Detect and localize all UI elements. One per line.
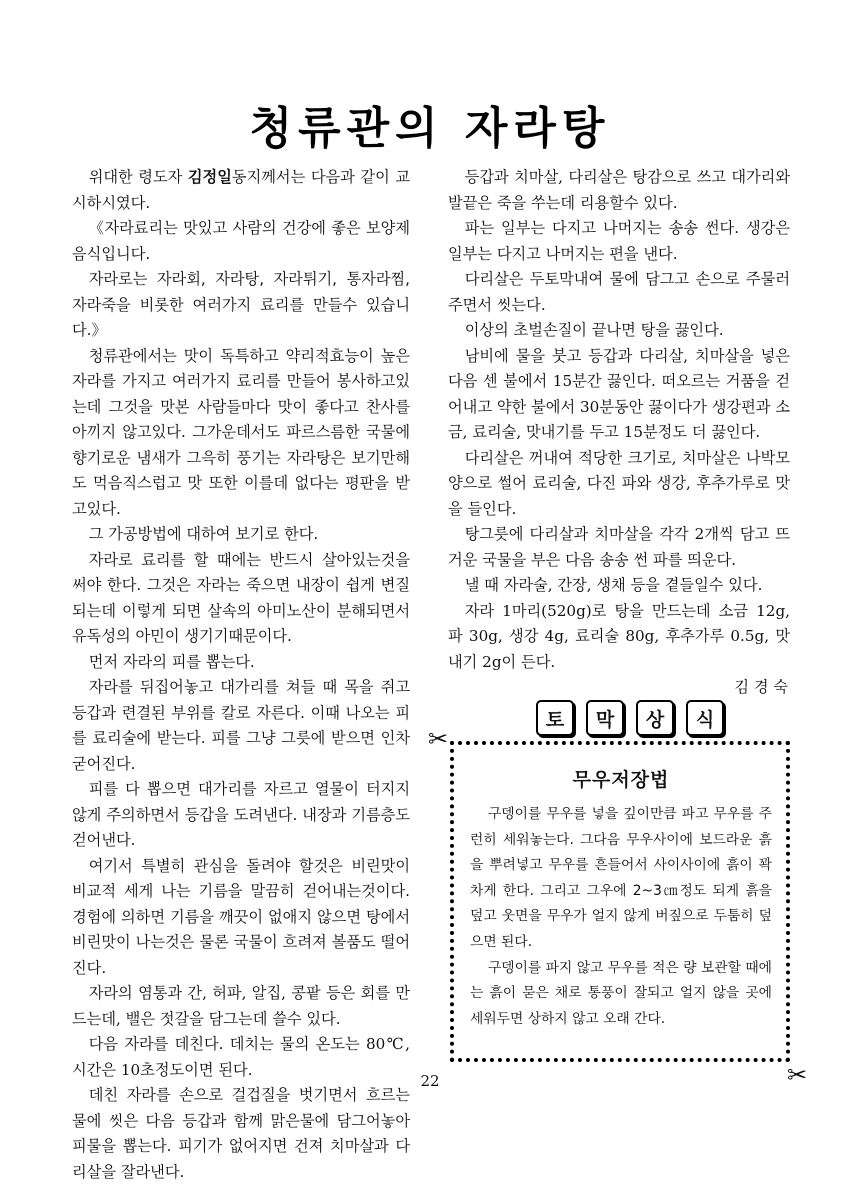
article-paragraph: 피를 다 뽑으면 대가리를 자르고 열물이 터지지 않게 주의하면서 등갑을 도려낸다. 내장과 기름층도 걷어낸다. [72,780,410,849]
article-paragraph: 탕그릇에 다리살과 치마살을 각각 2개씩 담고 뜨거운 국물을 부은 다음 송송 썬 파를 띄운다. [448,525,790,569]
tip-key: 식 [686,700,724,736]
article-paragraph: 다음 자라를 데친다. 데치는 물의 온도는 80℃, 시간은 10초정도이면 된다. [72,1035,410,1079]
article-paragraph: 자라를 뒤집어놓고 대가리를 쳐들 때 목을 쥐고 등갑과 련결된 부위를 칼로 자른다. 이때 나오는 피를 료리술에 받는다. 피를 그냥 그릇에 받으면 인차 굳어진다. [72,678,410,773]
page-number: 22 [420,1072,440,1090]
article-paragraph: 자라 1마리(520g)로 탕을 만드는데 소금 12g, 파 30g, 생강 4g, 료리술 80g, 후추가루 0.5g, 맛내기 2g이 든다. [448,601,790,671]
article-paragraph: 그 가공방법에 대하여 보기로 한다. [88,525,319,543]
article-paragraph: 데친 자라를 손으로 걸겁질을 벗기면서 흐르는 물에 씻은 다음 등갑과 함께 맑은물에 담그어놓아 피물을 뽑는다. 피기가 없어지면 건져 치마살과 다리살을 잘라낸다. [72,1086,410,1181]
article-paragraph: 먼저 자라의 피를 뽑는다. [88,652,255,671]
article-paragraph: 파는 일부는 다지고 나머지는 송송 썬다. 생강은 일부는 다지고 나머지는 편을 낸다. [448,219,790,263]
article-paragraph: 자라의 염통과 간, 허파, 알집, 콩팥 등은 회를 만드는데, 밸은 젓갈을 담그는데 쓸수 있다. [72,984,410,1028]
article-paragraph: 여기서 특별히 관심을 돌려야 할것은 비린맛이 비교적 세게 나는 기름을 말끔히 걷어내는것이다. 경험에 의하면 기름을 깨끗이 없애지 않으면 탕에서 비린맛이 나는것은 물론 국물이 흐려져 볼품도 떨어진다. [72,856,410,977]
tip-body [470,802,772,1032]
article-paragraph: 청류관에서는 맛이 독특하고 약리적효능이 높은 자라를 가지고 여러가지 료리를 만들어 봉사하고있는데 그것을 맛본 사람들마다 맛이 좋다고 찬사를 아끼지 않고있다. 그가운데서도 파르스름한 국물에 향기로운 냄새가 그윽히 풍기는 자라탕은 보기만해도 먹음직스럽고 맛 또한 이를데 없다는 평판을 받고있다. [72,346,410,518]
page-title: 청류관의 자라탕 [249,103,611,154]
article-left-column [72,165,410,1185]
author-name: 김 경 숙 [734,678,788,696]
scissors-icon: ✂ [428,725,449,753]
leader-name: 김정일 [187,168,232,186]
intro-paragraph [72,165,410,216]
article-paragraph: 낼 때 자라술, 간장, 생채 등을 곁들일수 있다. [464,576,763,594]
tip-header-keys [536,700,724,736]
quote-paragraph: 《자라료리는 맛있고 사람의 건강에 좋은 보양제음식입니다. [72,219,410,263]
tip-key: 막 [586,700,624,736]
scissors-icon: ✂ [787,1061,808,1089]
article-paragraph: 등갑과 치마살, 다리살은 탕감으로 쓰고 대가리와 발끝은 죽을 쑤는데 리용할수 있다. [448,168,790,212]
quote-paragraph-2: 자라로는 자라회, 자라탕, 자라튀기, 통자라찜, 자라죽을 비롯한 여러가지 료리를 만들수 있습니다.》 [72,270,410,339]
article-paragraph: 다리살은 두토막내여 물에 담그고 손으로 주물러주면서 씻는다. [448,270,790,314]
tip-paragraph: 구뎅이를 파지 않고 무우를 적은 량 보관할 때에는 흙이 묻은 채로 통풍이 잘되고 얼지 않을 곳에 세워두면 상하지 않고 오래 간다. [470,959,772,1027]
intro-text-start: 위대한 령도자 [88,168,188,186]
tip-box [450,741,790,1062]
article-right-column [448,165,790,701]
intro-text-end: 동지께서는 다음과 같이 교시하시였다. [72,168,410,212]
tip-key: 상 [636,700,674,736]
tip-paragraph: 구뎅이를 무우를 넣을 깊이만큼 파고 무우를 주런히 세워놓는다. 그다음 무우사이에 보드라운 흙을 뿌려넣고 무우를 흔들어서 사이사이에 흙이 꽉 차게 한다. 그리고 그우에 2~3㎝정도 되게 흙을 덮고 웃면을 무우가 얼지 않게 버짚으로 두툼히 덮으면 된다. [470,806,772,950]
tip-key: 토 [536,700,574,736]
article-paragraph: 자라로 료리를 할 때에는 반드시 살아있는것을 써야 한다. 그것은 자라는 죽으면 내장이 쉽게 변질되는데 이렇게 되면 살속의 아미노산이 분해되면서 유독성의 아민이 생기기때문이다. [72,550,410,645]
article-paragraph: 남비에 물을 붓고 등갑과 다리살, 치마살을 넣은 다음 센 불에서 15분간 끓인다. 떠오르는 거품을 걷어내고 약한 불에서 30분동안 끓이다가 생강편과 소금, 료리술, 맛내기를 두고 15분정도 더 끓인다. [448,346,790,441]
article-paragraph: 이상의 초벌손질이 끝나면 탕을 끓인다. [464,321,724,339]
article-paragraph: 다리살은 꺼내여 적당한 크기로, 치마살은 나박모양으로 썰어 료리술, 다진 파와 생강, 후추가루로 맛을 들인다. [448,448,790,518]
tip-title: 무우저장법 [572,769,670,791]
